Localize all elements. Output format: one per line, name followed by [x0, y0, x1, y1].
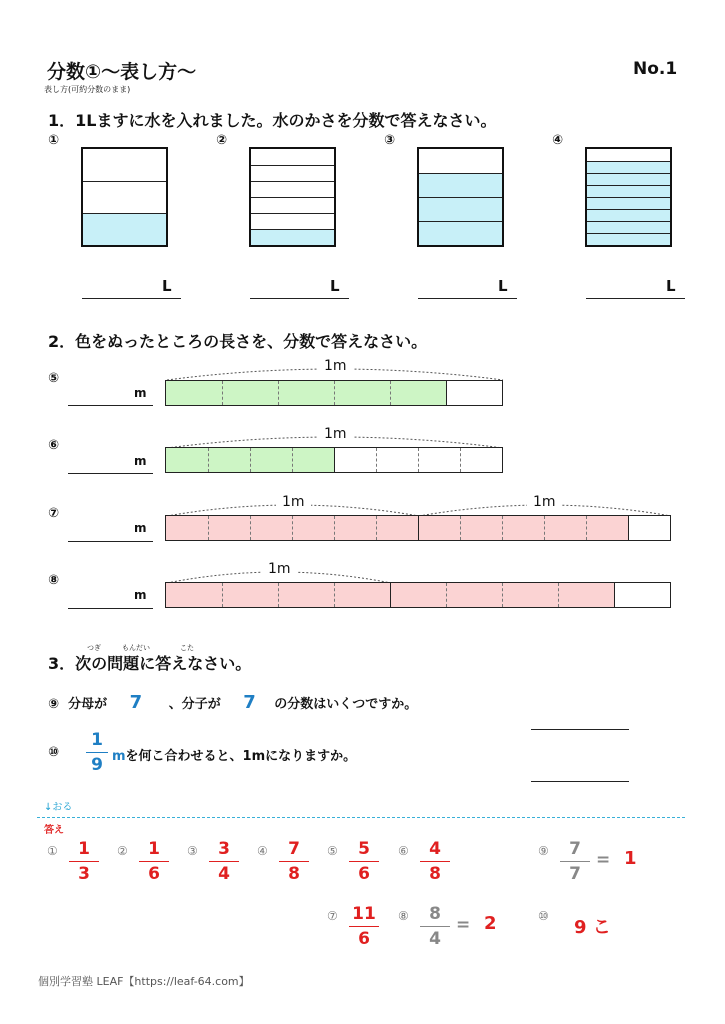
one-meter-label: 1m: [262, 561, 297, 577]
question-10-text: mを何こ合わせると、1mになりますか。: [112, 749, 357, 764]
answer-line-6[interactable]: [68, 473, 153, 474]
measuring-cup-1: [81, 147, 168, 247]
section2-heading: 2．色をぬったところの長さを、分数で答えなさい。: [48, 332, 428, 351]
answers-label: 答え: [44, 825, 64, 836]
answer-line-5[interactable]: [68, 405, 153, 406]
fraction-one-ninth: 1 9: [86, 731, 108, 774]
unit-m: m: [134, 521, 147, 535]
water-fill: [83, 213, 166, 245]
answer-number: ④: [257, 844, 268, 858]
footer-credit: 個別学習塾 LEAF【https://leaf-64.com】: [38, 975, 250, 988]
water-fill: [419, 173, 502, 245]
unit-m: m: [134, 386, 147, 400]
answer-fraction: 3 4: [209, 840, 239, 883]
item-4-number: ④: [552, 133, 564, 148]
answer-number: ⑥: [398, 844, 409, 858]
one-meter-label: 1m: [318, 358, 353, 374]
tape-7: [165, 515, 671, 541]
fold-line: [37, 817, 685, 818]
item-7-number: ⑦: [48, 506, 60, 521]
answer-number: ⑧: [398, 909, 409, 923]
answer-fraction: 7 7: [560, 840, 590, 883]
item-6-number: ⑥: [48, 438, 60, 453]
answer-line-2[interactable]: [250, 298, 349, 299]
answer-result: 9 こ: [574, 917, 611, 938]
ruby-mondai: もんだい: [122, 644, 150, 652]
answer-line-1[interactable]: [82, 298, 181, 299]
answer-number: ③: [187, 844, 198, 858]
answer-fraction: 11 6: [349, 905, 379, 948]
answer-line-10[interactable]: [531, 781, 629, 782]
tape-6: [165, 447, 503, 473]
shaded-part: [166, 381, 446, 405]
fold-label: ↓おる: [44, 802, 73, 813]
item-5-number: ⑤: [48, 371, 60, 386]
one-meter-label: 1m: [318, 426, 353, 442]
answer-fraction: 1 6: [139, 840, 169, 883]
unit-l: L: [498, 277, 508, 295]
answer-number: ⑩: [538, 909, 549, 923]
measuring-cup-2: [249, 147, 336, 247]
answer-fraction: 5 6: [349, 840, 379, 883]
measuring-cup-3: [417, 147, 504, 247]
answer-line-3[interactable]: [418, 298, 517, 299]
item-1-number: ①: [48, 133, 60, 148]
one-meter-label: 1m: [527, 494, 562, 510]
answer-number: ①: [47, 844, 58, 858]
answer-line-8[interactable]: [68, 608, 153, 609]
item-8-number: ⑧: [48, 573, 60, 588]
answer-result: 1: [624, 848, 637, 869]
page-subtitle: 表し方(可約分数のまま): [44, 85, 131, 94]
answer-fraction: 4 8: [420, 840, 450, 883]
answer-fraction: 8 4: [420, 905, 450, 948]
ruby-tsugi: つぎ: [87, 644, 101, 652]
answer-number: ⑨: [538, 844, 549, 858]
unit-l: L: [162, 277, 172, 295]
ruby-kota: こた: [180, 644, 194, 652]
answer-number: ⑤: [327, 844, 338, 858]
unit-m: m: [134, 454, 147, 468]
question-9: ⑨ 分母が 7 、分子が 7 の分数はいくつですか。: [48, 692, 418, 713]
answer-number: ②: [117, 844, 128, 858]
equals-sign: =: [456, 915, 471, 935]
shaded-part: [166, 516, 628, 540]
answer-line-9[interactable]: [531, 729, 629, 730]
equals-sign: =: [596, 850, 611, 870]
answer-fraction: 1 3: [69, 840, 99, 883]
one-meter-label: 1m: [276, 494, 311, 510]
answer-fraction: 7 8: [279, 840, 309, 883]
answer-result: 2: [484, 913, 497, 934]
unit-l: L: [330, 277, 340, 295]
question-10-number: ⑩: [48, 745, 60, 760]
denominator-value: 7: [129, 692, 143, 713]
tape-8: [165, 582, 671, 608]
measuring-cup-4: [585, 147, 672, 247]
numerator-value: 7: [243, 692, 256, 713]
unit-l: L: [666, 277, 676, 295]
water-fill: [251, 229, 334, 245]
answer-line-4[interactable]: [586, 298, 685, 299]
section3-heading: 3．次の問題に答えなさい。: [48, 654, 252, 673]
answer-line-7[interactable]: [68, 541, 153, 542]
answer-number: ⑦: [327, 909, 338, 923]
tape-5: [165, 380, 503, 406]
unit-m: m: [134, 588, 147, 602]
sheet-number: No.1: [633, 59, 678, 79]
page-title: 分数①〜表し方〜: [47, 61, 197, 83]
item-2-number: ②: [216, 133, 228, 148]
item-3-number: ③: [384, 133, 396, 148]
section1-heading: 1．1Lますに水を入れました。水のかさを分数で答えなさい。: [48, 111, 497, 130]
